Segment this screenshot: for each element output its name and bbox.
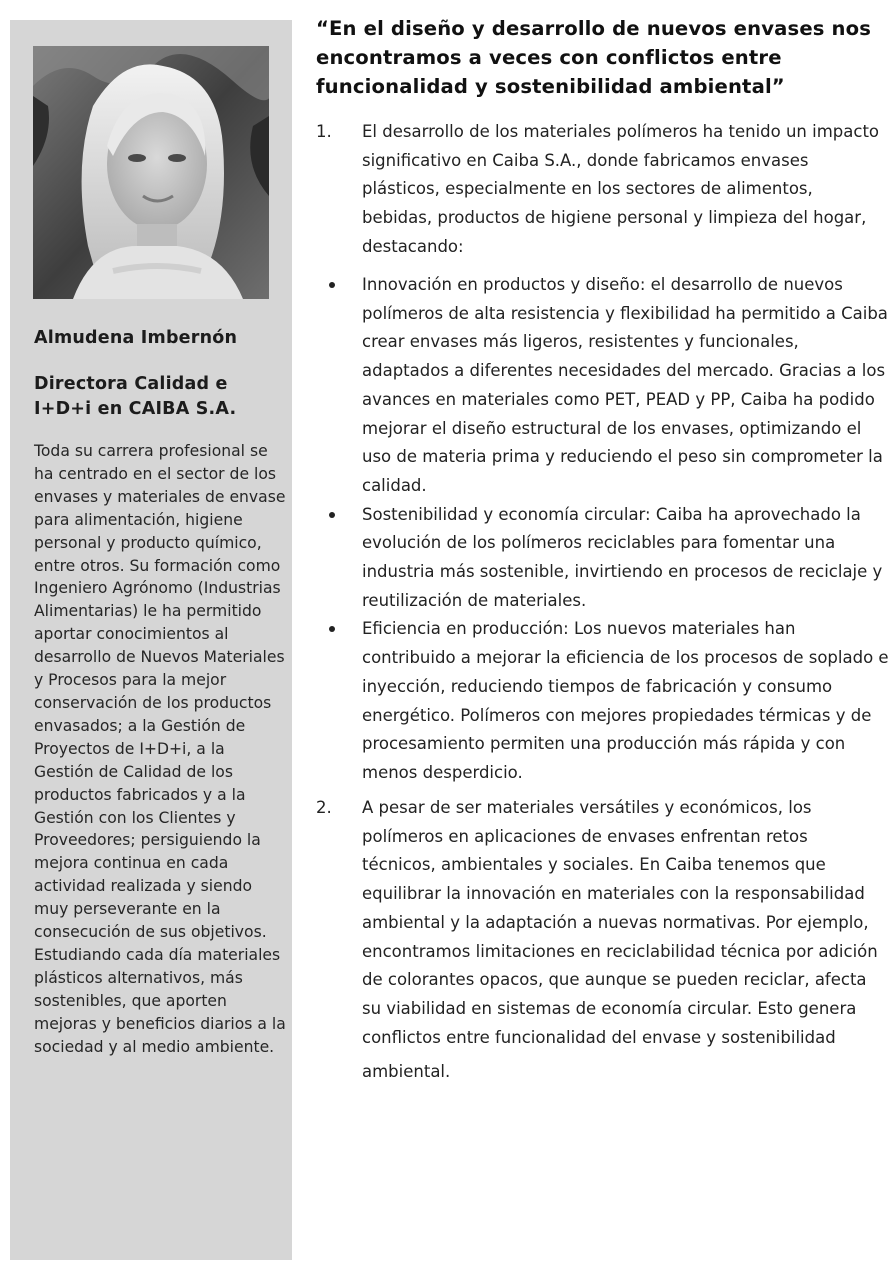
list-item — [316, 501, 890, 616]
numbered-item-1 — [316, 118, 886, 262]
bullet-text: Eficiencia en producción: Los nuevos materiales han contribuido a mejorar la eficiencia de los procesos de soplado e inyección, reduciendo tiempos de fabricación y consumo energético. Polímeros con mejores propiedades térmicas y de procesamiento permiten una producción más rápida y con menos desperdicio. — [362, 619, 889, 782]
list-item — [316, 615, 890, 787]
bullet-list — [316, 271, 890, 788]
bullet-icon — [329, 512, 335, 518]
author-bio: Toda su carrera profesional se ha centrado en el sector de los envases y materiales de envase para alimentación, higiene personal y producto químico, entre otros. Su formación como Ingeniero Agrónomo (Industrias Alimentarias) le ha permitido aportar conocimientos al desarrollo de Nuevos Materiales y Procesos para la mejor conservación de los productos envasados; a la Gestión de Proyectos de I+D+i, a la Gestión de Calidad de los productos fabricados y a la Gestión con los Clientes y Proveedores; persiguiendo la mejora continua en cada actividad realizada y siendo muy perseverante en la consecución de sus objetivos. Estudiando cada día materiales plásticos alternativos, más sostenibles, que aporten mejoras y beneficios diarios a la sociedad y al medio ambiente. — [34, 442, 286, 1056]
author-portrait — [33, 46, 269, 299]
portrait-photo — [33, 46, 269, 299]
numbered-item-2 — [316, 794, 886, 1087]
bullet-icon — [329, 626, 335, 632]
item-number: 1. — [316, 122, 332, 141]
item-text: A pesar de ser materiales versátiles y económicos, los polímeros en aplicaciones de envases enfrentan retos técnicos, ambientales y sociales. En Caiba tenemos que equilibrar la innovación en materiales con la responsabilidad ambiental y la adaptación a nuevas normativas. Por ejemplo, encontramos limitaciones en reciclabilidad técnica por adición de colorantes opacos, que aunque se pueden reciclar, afecta su viabilidad en sistemas de economía circular. Esto genera conflictos entre funcionalidad del envase y sostenibilidad — [362, 798, 878, 1047]
item-text-last-word: ambiental. — [362, 1062, 451, 1082]
item-text: El desarrollo de los materiales polímeros ha tenido un impacto significativo en Caiba S.A., donde fabricamos envases plásticos, especialmente en los sectores de alimentos, bebidas, productos de higiene personal y limpieza del hogar, destacando: — [362, 122, 880, 256]
article-headline: “En el diseño y desarrollo de nuevos envases nos encontramos a veces con conflictos entre funcionalidad y sostenibilidad ambiental” — [316, 17, 872, 98]
list-item — [316, 271, 890, 501]
author-name: Almudena Imbernón — [34, 328, 238, 348]
item-number: 2. — [316, 798, 332, 817]
bullet-text: Innovación en productos y diseño: el desarrollo de nuevos polímeros de alta resistencia y flexibilidad ha permitido a Caiba crear envases más ligeros, resistentes y funcionales, adaptados a diferentes necesidades del mercado. Gracias a los avances en materiales como PET, PEAD y PP, Caiba ha podido mejorar el diseño estructural de los envases, optimizando el uso de materia prima y reduciendo el peso sin comprometer la calidad. — [362, 275, 888, 495]
bullet-text: Sostenibilidad y economía circular: Caiba ha aprovechado la evolución de los polímeros reciclables para fomentar una industria más sostenible, invirtiendo en procesos de reciclaje y reutilización de materiales. — [362, 504, 883, 610]
bullet-icon — [329, 282, 335, 288]
author-sidebar — [10, 20, 292, 1260]
author-role: Directora Calidad e I+D+i en CAIBA S.A. — [34, 374, 237, 419]
